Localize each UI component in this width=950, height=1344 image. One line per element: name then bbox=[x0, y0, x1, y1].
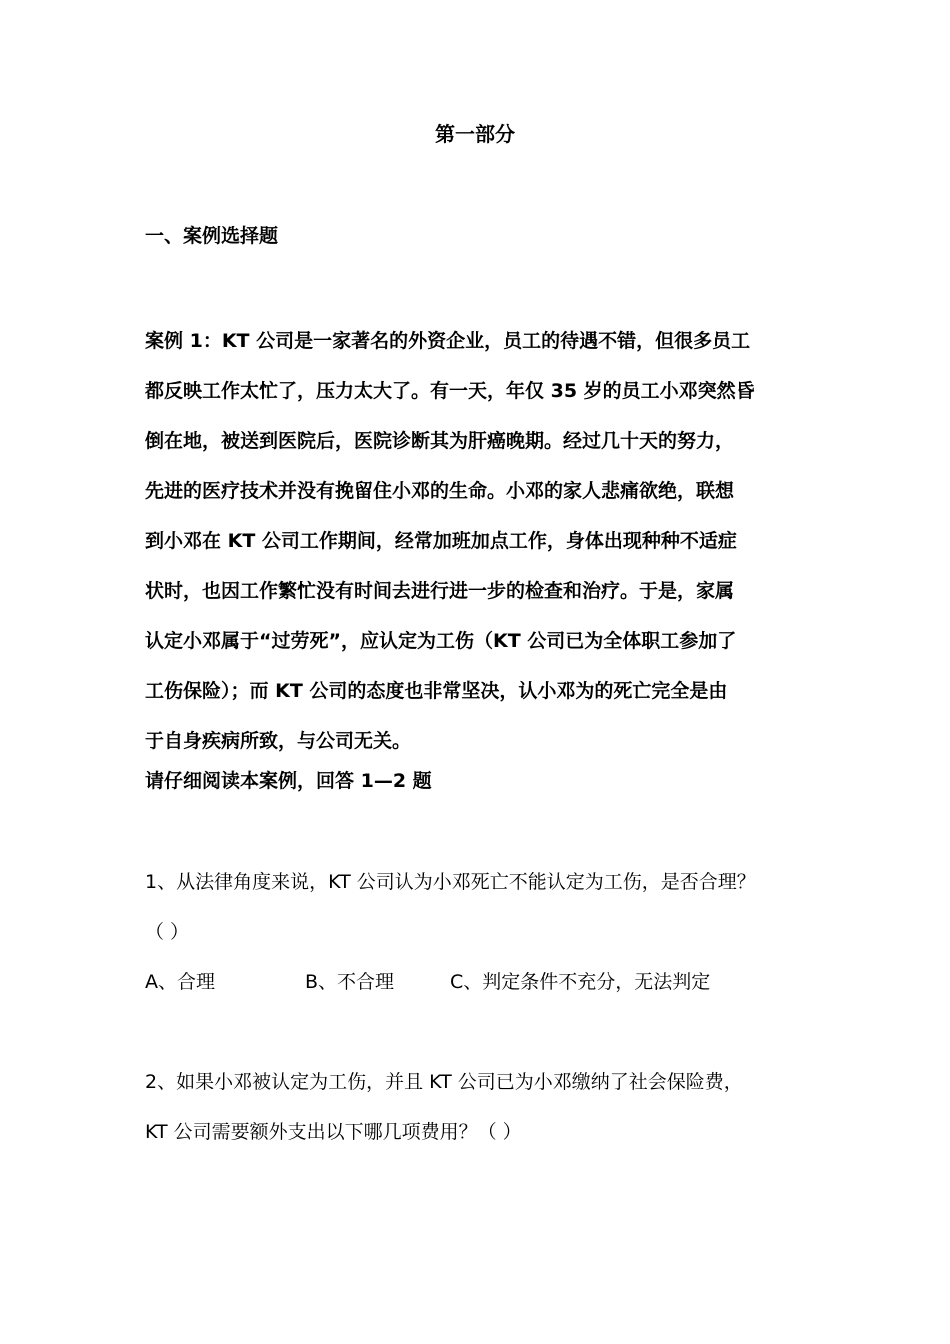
question-1-text: 1、从法律角度来说，KT 公司认为小邓死亡不能认定为工伤，是否合理？ bbox=[145, 871, 756, 893]
option-c: C、判定条件不充分，无法判定 bbox=[450, 971, 711, 993]
case-line: 先进的医疗技术并没有挽留住小邓的生命。小邓的家人悲痛欲绝，联想 bbox=[145, 480, 735, 502]
option-b: B、不合理 bbox=[305, 971, 395, 993]
question-2-text-cont: KT 公司需要额外支出以下哪几项费用？（ ） bbox=[145, 1121, 522, 1143]
case-line: 到小邓在 KT 公司工作期间，经常加班加点工作，身体出现种种不适症 bbox=[145, 530, 737, 552]
question-1-answer-blank: （ ） bbox=[145, 921, 190, 943]
section-heading: 一、案例选择题 bbox=[145, 225, 279, 247]
question-1 bbox=[145, 857, 756, 957]
case-line: 倒在地，被送到医院后，医院诊断其为肝癌晚期。经过几十天的努力， bbox=[145, 430, 735, 452]
case-line: 于自身疾病所致，与公司无关。 bbox=[145, 730, 412, 752]
page-title: 第一部分 bbox=[435, 122, 515, 146]
option-a: A、合理 bbox=[145, 971, 215, 993]
question-2 bbox=[145, 1057, 743, 1157]
reading-prompt: 请仔细阅读本案例，回答 1—2 题 bbox=[145, 770, 432, 792]
case-line: 认定小邓属于“过劳死”，应认定为工伤（KT 公司已为全体职工参加了 bbox=[145, 630, 737, 652]
question-2-text: 2、如果小邓被认定为工伤，并且 KT 公司已为小邓缴纳了社会保险费， bbox=[145, 1071, 743, 1093]
case-line: 工伤保险）；而 KT 公司的态度也非常坚决，认小邓为的死亡完全是由 bbox=[145, 680, 728, 702]
case-text bbox=[145, 316, 810, 766]
case-line: 都反映工作太忙了，压力太大了。有一天，年仅 35 岁的员工小邓突然昏 bbox=[145, 380, 755, 402]
case-line: 案例 1：KT 公司是一家著名的外资企业，员工的待遇不错，但很多员工 bbox=[145, 330, 751, 352]
case-line: 状时，也因工作繁忙没有时间去进行进一步的检查和治疗。于是，家属 bbox=[145, 580, 735, 602]
